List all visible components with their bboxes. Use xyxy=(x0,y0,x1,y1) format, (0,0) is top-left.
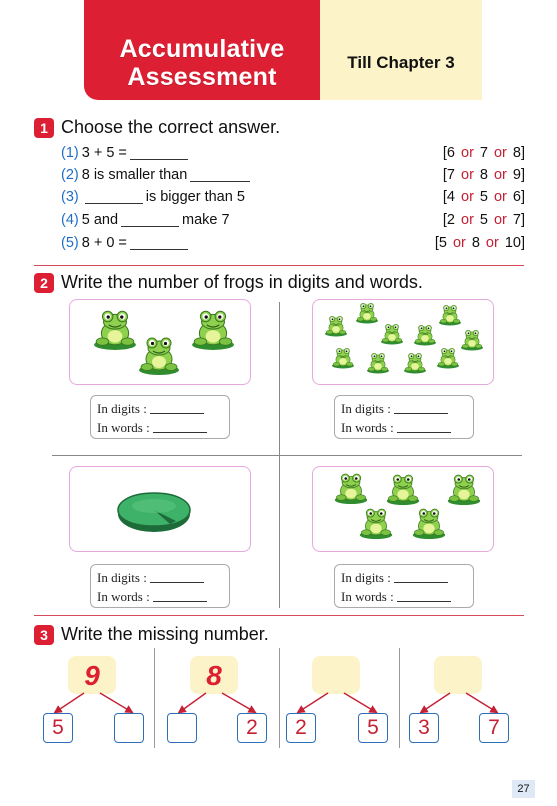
section1-divider xyxy=(34,265,524,266)
section3-title: Write the missing number. xyxy=(61,624,269,644)
question-row xyxy=(61,164,253,186)
frog-icon xyxy=(92,306,138,350)
or-word: or xyxy=(461,167,474,183)
option-value[interactable]: 7 xyxy=(479,145,488,161)
words-blank[interactable] xyxy=(397,423,451,433)
question-number: (1) xyxy=(61,145,79,161)
frog-icon xyxy=(355,300,379,324)
split-arrows-icon xyxy=(284,691,390,715)
question-text: 5 and xyxy=(81,212,119,228)
section3-divider-3 xyxy=(399,648,400,748)
question-text: 3 + 5 = xyxy=(81,145,127,161)
frog-icon xyxy=(436,345,460,369)
section3-header xyxy=(34,624,269,645)
number-box-right: 2 xyxy=(237,713,267,743)
top-number[interactable] xyxy=(443,661,473,691)
digits-label: In digits : xyxy=(97,400,147,416)
or-word: or xyxy=(493,212,507,228)
option-value[interactable]: 8 xyxy=(479,167,488,183)
option-value[interactable]: 8 xyxy=(471,235,480,251)
frog-icon xyxy=(403,350,427,374)
top-number[interactable] xyxy=(321,661,351,691)
header-title-line1: Accumulative xyxy=(119,35,285,63)
question-number: (3) xyxy=(61,189,79,205)
question-number: (4) xyxy=(61,212,79,228)
question-row xyxy=(61,142,191,164)
or-word: or xyxy=(461,212,474,228)
bracket: ] xyxy=(520,189,525,205)
or-word: or xyxy=(461,145,474,161)
digits-blank[interactable] xyxy=(394,573,448,583)
bracket: ] xyxy=(520,235,525,251)
answer-box-1 xyxy=(90,395,230,439)
option-value[interactable]: 2 xyxy=(446,212,455,228)
section1-header xyxy=(34,117,280,138)
bracket: ] xyxy=(520,145,525,161)
question-text: 8 is smaller than xyxy=(81,167,188,183)
options-group xyxy=(443,209,525,231)
bracket: [ xyxy=(442,145,447,161)
grid-horizontal-divider xyxy=(52,455,522,456)
words-label: In words : xyxy=(341,588,394,604)
frog-icon xyxy=(324,313,348,337)
or-word: or xyxy=(493,145,507,161)
header-subtitle: Till Chapter 3 xyxy=(347,53,455,72)
top-number: 9 xyxy=(84,660,100,691)
frog-icon xyxy=(445,471,483,505)
split-arrows-icon xyxy=(407,691,511,715)
split-arrows-icon xyxy=(41,691,146,715)
number-box-right: 5 xyxy=(358,713,388,743)
frog-icon xyxy=(410,505,448,539)
options-group xyxy=(443,164,525,186)
bracket: [ xyxy=(442,167,447,183)
frog-icon xyxy=(190,306,236,350)
section2-header xyxy=(34,272,423,293)
question-text: 8 + 0 = xyxy=(81,235,127,251)
section3-badge: 3 xyxy=(34,625,54,645)
digits-label: In digits : xyxy=(341,400,391,416)
question-number: (5) xyxy=(61,235,79,251)
or-word: or xyxy=(452,235,466,251)
option-value[interactable]: 5 xyxy=(479,212,488,228)
options-group xyxy=(443,142,525,164)
section2-divider xyxy=(34,615,524,616)
bracket: [ xyxy=(442,212,447,228)
number-box-right: 7 xyxy=(479,713,509,743)
bracket: [ xyxy=(442,189,447,205)
section3-divider-2 xyxy=(279,648,280,748)
answer-blank[interactable] xyxy=(121,214,179,227)
section1-badge: 1 xyxy=(34,118,54,138)
option-value[interactable]: 10 xyxy=(504,235,521,251)
section3-divider-1 xyxy=(154,648,155,748)
answer-box-3 xyxy=(90,564,230,608)
words-label: In words : xyxy=(97,419,150,435)
frog-icon xyxy=(460,327,484,351)
number-box-right[interactable] xyxy=(114,713,144,743)
digits-blank[interactable] xyxy=(150,573,204,583)
section1-title: Choose the correct answer. xyxy=(61,117,281,137)
question-row xyxy=(61,186,245,208)
words-blank[interactable] xyxy=(153,592,207,602)
number-box-left: 3 xyxy=(409,713,439,743)
question-text: is bigger than 5 xyxy=(145,189,245,205)
options-group xyxy=(443,186,525,208)
header-title-line2: Assessment xyxy=(127,63,277,91)
number-box-left[interactable] xyxy=(167,713,197,743)
question-number: (2) xyxy=(61,167,79,183)
digits-blank[interactable] xyxy=(394,404,448,414)
or-word: or xyxy=(493,167,507,183)
question-text: make 7 xyxy=(182,212,230,228)
top-number: 8 xyxy=(206,660,222,691)
option-value[interactable]: 4 xyxy=(446,189,455,205)
answer-blank[interactable] xyxy=(85,191,143,204)
frog-icon xyxy=(380,321,404,345)
section2-title: Write the number of frogs in digits and words. xyxy=(61,272,423,292)
bracket: [ xyxy=(434,235,439,251)
frog-icon xyxy=(331,345,355,369)
digits-label: In digits : xyxy=(97,569,147,585)
digits-label: In digits : xyxy=(341,569,391,585)
number-box-left: 2 xyxy=(286,713,316,743)
answer-blank[interactable] xyxy=(130,147,188,160)
option-value[interactable]: 5 xyxy=(438,235,447,251)
frog-icon xyxy=(357,505,395,539)
words-blank[interactable] xyxy=(397,592,451,602)
section2-badge: 2 xyxy=(34,273,54,293)
option-value[interactable]: 7 xyxy=(446,167,455,183)
or-word: or xyxy=(485,235,499,251)
bracket: ] xyxy=(520,167,525,183)
option-value[interactable]: 8 xyxy=(512,145,521,161)
frog-icon xyxy=(332,470,370,504)
digits-blank[interactable] xyxy=(150,404,204,414)
lily-pad-icon xyxy=(116,488,192,534)
option-value[interactable]: 9 xyxy=(512,167,521,183)
frog-icon xyxy=(413,322,437,346)
options-group xyxy=(435,232,525,254)
option-value[interactable]: 7 xyxy=(512,212,521,228)
words-blank[interactable] xyxy=(153,423,207,433)
frog-icon xyxy=(137,333,181,375)
or-word: or xyxy=(493,189,507,205)
answer-box-2 xyxy=(334,395,474,439)
number-box-left: 5 xyxy=(43,713,73,743)
or-word: or xyxy=(461,189,474,205)
option-value[interactable]: 6 xyxy=(446,145,455,161)
split-arrows-icon xyxy=(165,691,269,715)
frog-icon xyxy=(438,302,462,326)
answer-blank[interactable] xyxy=(190,169,250,182)
header-subtitle-panel xyxy=(320,0,482,100)
answer-blank[interactable] xyxy=(130,237,188,250)
option-value[interactable]: 6 xyxy=(512,189,521,205)
words-label: In words : xyxy=(341,419,394,435)
question-row xyxy=(61,232,191,254)
bracket: ] xyxy=(520,212,525,228)
answer-box-4 xyxy=(334,564,474,608)
frog-icon xyxy=(366,350,390,374)
option-value[interactable]: 5 xyxy=(479,189,488,205)
frog-icon xyxy=(384,471,422,505)
header-title-panel xyxy=(84,0,320,100)
words-label: In words : xyxy=(97,588,150,604)
page-number: 27 xyxy=(512,780,535,798)
question-row xyxy=(61,209,230,231)
